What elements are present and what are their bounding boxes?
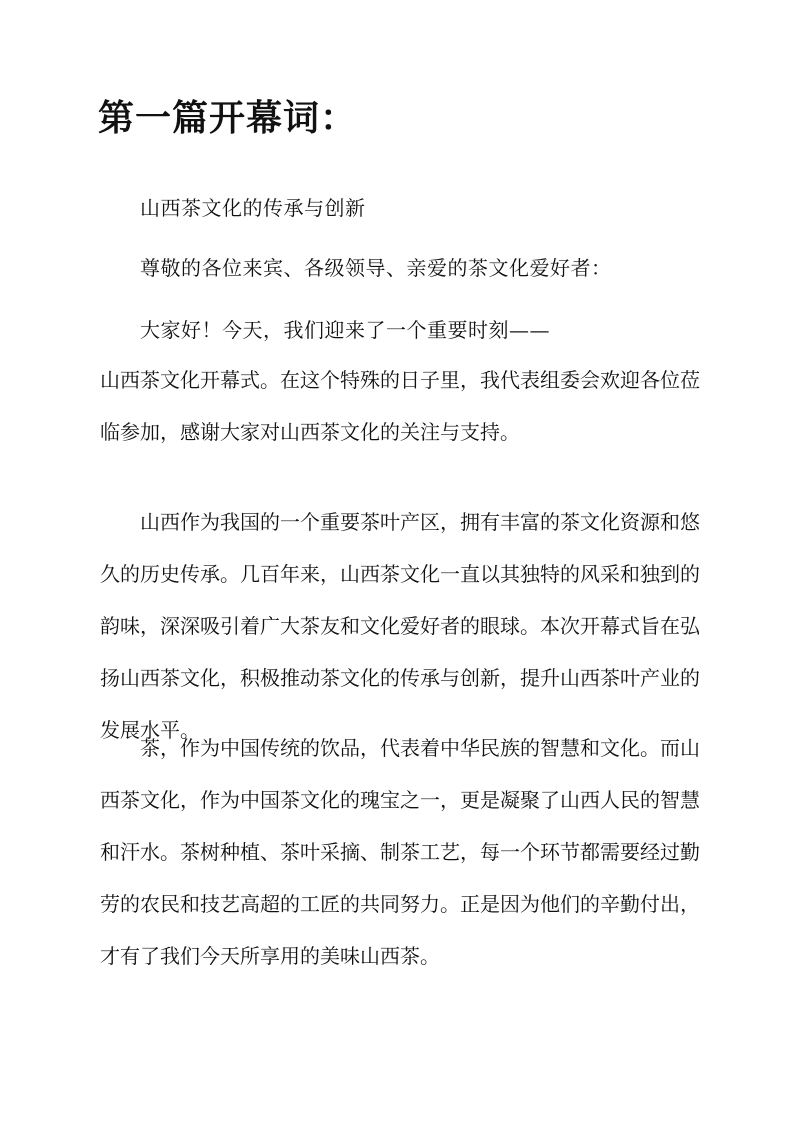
salutation: 尊敬的各位来宾、各级领导、亲爱的茶文化爱好者： [140,256,612,280]
document-title: 第一篇开幕词： [98,97,358,139]
paragraph-tea-tradition: 茶，作为中国传统的饮品，代表着中华民族的智慧和文化。而山西茶文化，作为中国茶文化的瑰宝之一，更是凝聚了山西人民的智慧和汗水。茶树种植、茶叶采摘、制茶工艺，每一个环节都需要经过勤劳的农民和技艺高超的工匠的共同努力。正是因为他们的辛勤付出，才有了我们今天所享用的美味山西茶。 [100,736,700,968]
paragraph-shanxi-tea-region: 山西作为我国的一个重要茶叶产区，拥有丰富的茶文化资源和悠久的历史传承。几百年来，山西茶文化一直以其独特的风采和独到的韵味，深深吸引着广大茶友和文化爱好者的眼球。本次开幕式旨在弘扬山西茶文化，积极推动茶文化的传承与创新，提升山西茶叶产业的发展水平。 [100,510,700,742]
greeting-line: 大家好！今天，我们迎来了一个重要时刻—— [140,318,550,342]
greeting-continuation: 山西茶文化开幕式。在这个特殊的日子里，我代表组委会欢迎各位莅临参加，感谢大家对山西茶文化的关注与支持。 [100,368,700,444]
speech-subtitle: 山西茶文化的传承与创新 [140,196,366,220]
